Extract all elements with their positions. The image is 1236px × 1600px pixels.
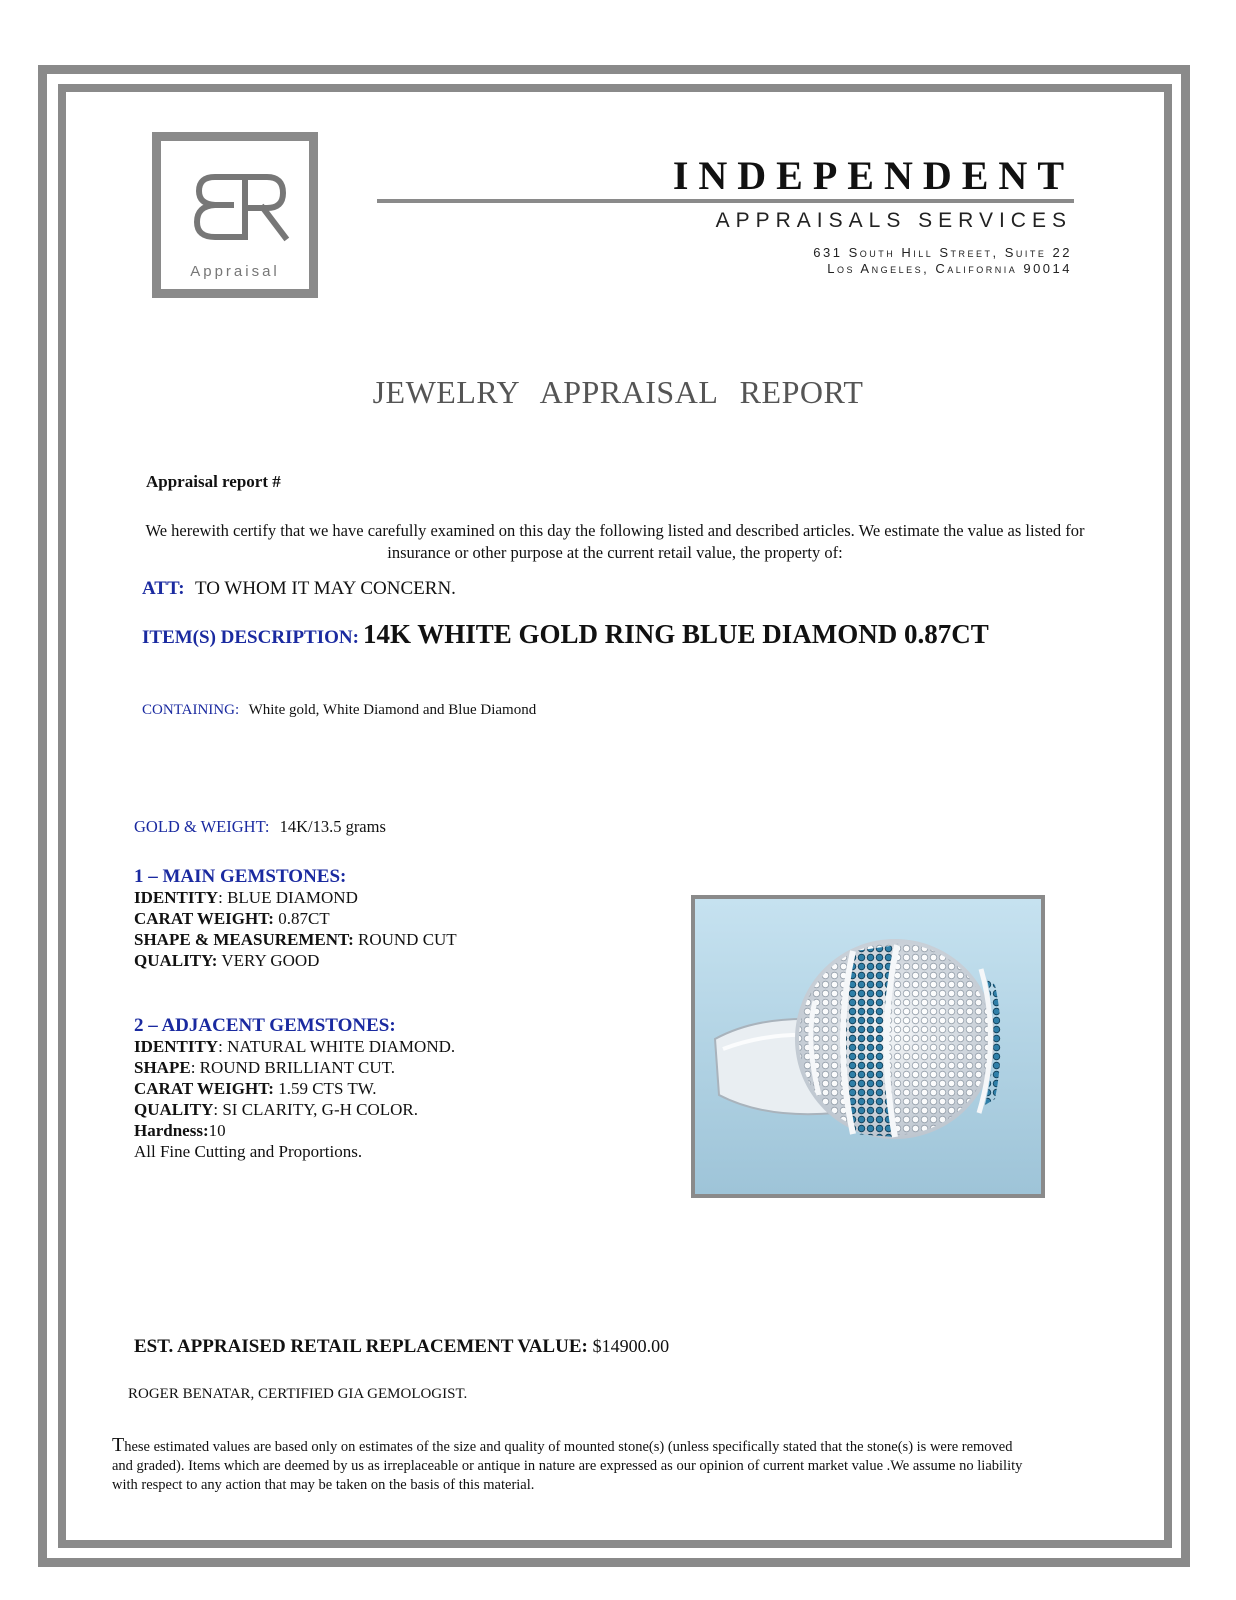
- gold-weight-line: [134, 817, 386, 837]
- main-quality-row: QUALITY: VERY GOOD: [134, 951, 320, 970]
- disclaimer-text: [112, 1436, 1032, 1495]
- br-logo-mark: [191, 171, 291, 243]
- company-address: [813, 245, 1072, 277]
- disclaimer-initial: T: [112, 1434, 125, 1456]
- adjacent-carat-row: CARAT WEIGHT: 1.59 CTS TW.: [134, 1079, 377, 1098]
- adjacent-identity-row: IDENTITY: NATURAL WHITE DIAMOND.: [134, 1037, 456, 1056]
- estimated-value: $14900.00: [592, 1336, 670, 1356]
- att-line: [142, 578, 456, 600]
- adjacent-gemstones-heading: 2 – ADJACENT GEMSTONES:: [134, 1015, 396, 1036]
- company-subtitle: APPRAISALS SERVICES: [715, 209, 1072, 232]
- item-label: ITEM(S) DESCRIPTION:: [142, 627, 359, 648]
- report-title: JEWELRY APPRAISAL REPORT: [372, 374, 864, 410]
- estimated-value-label: EST. APPRAISED RETAIL REPLACEMENT VALUE:: [134, 1336, 588, 1357]
- item-description: [142, 619, 989, 650]
- gold-weight-value: 14K/13.5 grams: [279, 817, 386, 836]
- gemologist-signature: ROGER BENATAR, CERTIFIED GIA GEMOLOGIST.: [128, 1386, 468, 1402]
- logo-label: Appraisal: [190, 263, 280, 280]
- main-identity-row: IDENTITY: BLUE DIAMOND: [134, 888, 358, 907]
- inner-border: [58, 84, 1172, 1548]
- containing-value: White gold, White Diamond and Blue Diamond: [248, 702, 537, 718]
- main-gemstones-heading: 1 – MAIN GEMSTONES:: [134, 866, 347, 887]
- company-name: INDEPENDENT: [672, 153, 1074, 198]
- main-shape-row: SHAPE & MEASUREMENT: ROUND CUT: [134, 930, 457, 949]
- adjacent-shape-row: SHAPE: ROUND BRILLIANT CUT.: [134, 1058, 395, 1077]
- att-value: TO WHOM IT MAY CONCERN.: [195, 578, 456, 599]
- address-line-2: Los Angeles, California 90014: [827, 261, 1072, 276]
- adjacent-gemstones-section: [134, 1015, 455, 1162]
- containing-label: CONTAINING:: [142, 702, 240, 718]
- estimated-value-line: [134, 1336, 669, 1358]
- main-carat-row: CARAT WEIGHT: 0.87CT: [134, 909, 330, 928]
- main-gemstones-section: [134, 866, 457, 971]
- certification-text: We herewith certify that we have carefully examined on this day the following listed and described articles. We estimate the value as listed for insurance or other purpose at the current retail value, the property of:: [145, 521, 1085, 562]
- adjacent-quality-row: QUALITY: SI CLARITY, G-H COLOR.: [134, 1100, 418, 1119]
- att-label: ATT:: [142, 578, 185, 599]
- report-number-label: Appraisal report #: [146, 472, 281, 491]
- address-line-1: 631 South Hill Street, Suite 22: [813, 245, 1072, 260]
- containing-line: [142, 702, 536, 719]
- item-value: 14K WHITE GOLD RING BLUE DIAMOND 0.87CT: [362, 619, 989, 649]
- adjacent-note: All Fine Cutting and Proportions.: [134, 1142, 363, 1161]
- appraisal-logo: [152, 132, 318, 298]
- adjacent-hardness-row: Hardness:10: [134, 1121, 226, 1140]
- header-rule: [377, 199, 1074, 203]
- ring-illustration: [695, 899, 1041, 1194]
- disclaimer-body: hese estimated values are based only on estimates of the size and quality of mounted stone(s) (unless specifically stated that the stone(s) is were removed and graded). Items which are deemed by us as irreplaceable or antique in nature are expressed as our opinion of current market value .We assume no liability with respect to any action that may be taken on the basis of this material.: [112, 1439, 1023, 1493]
- gold-weight-label: GOLD & WEIGHT:: [134, 817, 270, 836]
- ring-photo: [691, 895, 1045, 1198]
